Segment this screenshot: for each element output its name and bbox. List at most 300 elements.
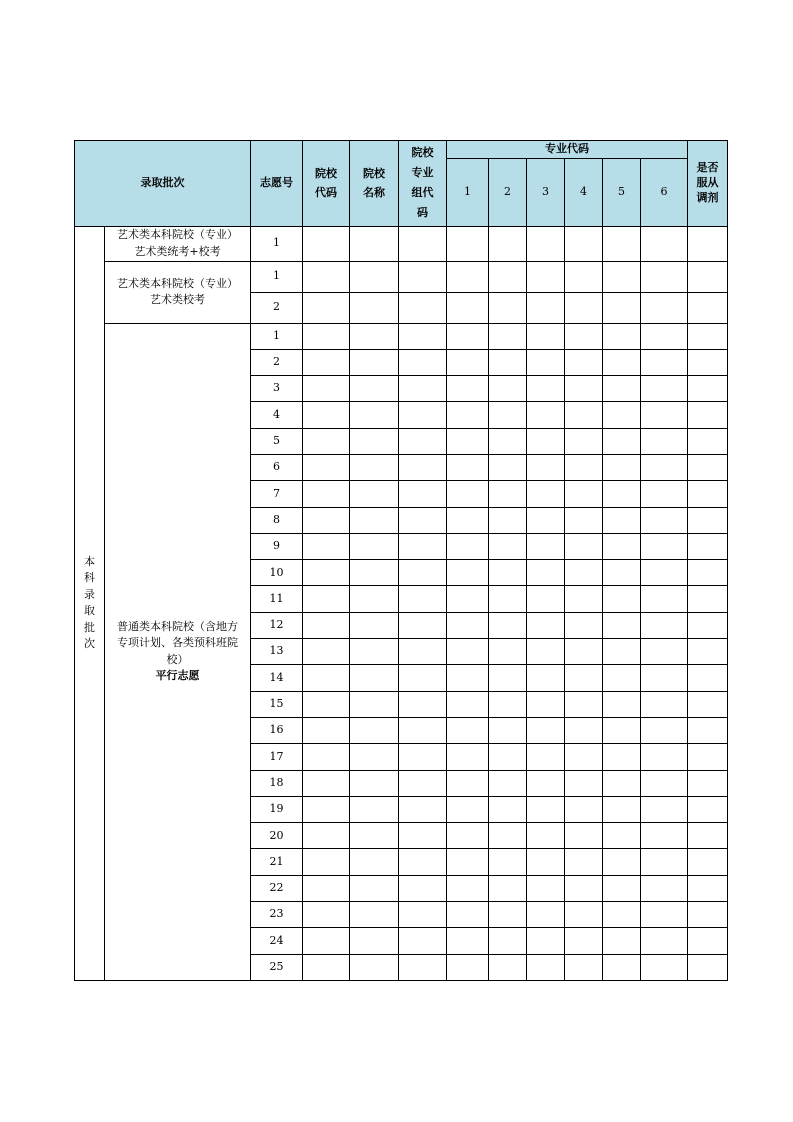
major-4-cell[interactable] <box>565 691 603 717</box>
group-code-cell[interactable] <box>399 323 447 349</box>
major-6-cell[interactable] <box>641 665 688 691</box>
major-3-cell[interactable] <box>527 454 565 480</box>
school-code-cell[interactable] <box>303 954 350 980</box>
major-2-cell[interactable] <box>489 292 527 323</box>
major-2-cell[interactable] <box>489 428 527 454</box>
major-6-cell[interactable] <box>641 796 688 822</box>
major-4-cell[interactable] <box>565 533 603 559</box>
school-name-cell[interactable] <box>350 292 399 323</box>
major-4-cell[interactable] <box>565 226 603 261</box>
school-name-cell[interactable] <box>350 323 399 349</box>
major-3-cell[interactable] <box>527 612 565 638</box>
major-6-cell[interactable] <box>641 481 688 507</box>
major-3-cell[interactable] <box>527 349 565 375</box>
school-code-cell[interactable] <box>303 639 350 665</box>
major-3-cell[interactable] <box>527 744 565 770</box>
group-code-cell[interactable] <box>399 226 447 261</box>
major-2-cell[interactable] <box>489 261 527 292</box>
major-2-cell[interactable] <box>489 875 527 901</box>
major-4-cell[interactable] <box>565 292 603 323</box>
major-1-cell[interactable] <box>447 454 489 480</box>
adjust-cell[interactable] <box>688 796 728 822</box>
major-3-cell[interactable] <box>527 292 565 323</box>
school-code-cell[interactable] <box>303 928 350 954</box>
major-5-cell[interactable] <box>603 612 641 638</box>
school-name-cell[interactable] <box>350 823 399 849</box>
major-6-cell[interactable] <box>641 428 688 454</box>
major-2-cell[interactable] <box>489 226 527 261</box>
major-6-cell[interactable] <box>641 261 688 292</box>
group-code-cell[interactable] <box>399 612 447 638</box>
group-code-cell[interactable] <box>399 928 447 954</box>
major-4-cell[interactable] <box>565 428 603 454</box>
adjust-cell[interactable] <box>688 428 728 454</box>
major-3-cell[interactable] <box>527 507 565 533</box>
major-6-cell[interactable] <box>641 717 688 743</box>
major-3-cell[interactable] <box>527 261 565 292</box>
major-1-cell[interactable] <box>447 691 489 717</box>
major-4-cell[interactable] <box>565 402 603 428</box>
major-1-cell[interactable] <box>447 639 489 665</box>
major-1-cell[interactable] <box>447 507 489 533</box>
header-group-code <box>399 141 447 227</box>
school-name-cell[interactable] <box>350 691 399 717</box>
major-4-cell[interactable] <box>565 770 603 796</box>
major-5-cell[interactable] <box>603 428 641 454</box>
school-code-cell[interactable] <box>303 691 350 717</box>
major-6-cell[interactable] <box>641 823 688 849</box>
major-4-cell[interactable] <box>565 454 603 480</box>
major-5-cell[interactable] <box>603 586 641 612</box>
major-2-cell[interactable] <box>489 454 527 480</box>
major-6-cell[interactable] <box>641 533 688 559</box>
adjust-cell[interactable] <box>688 691 728 717</box>
adjust-cell[interactable] <box>688 770 728 796</box>
major-2-cell[interactable] <box>489 349 527 375</box>
major-6-cell[interactable] <box>641 744 688 770</box>
major-3-cell[interactable] <box>527 717 565 743</box>
adjust-cell[interactable] <box>688 292 728 323</box>
adjust-cell[interactable] <box>688 744 728 770</box>
header-school-code-text: 院校 代码 <box>315 167 337 200</box>
school-code-cell[interactable] <box>303 454 350 480</box>
adjust-cell[interactable] <box>688 875 728 901</box>
major-2-cell[interactable] <box>489 586 527 612</box>
major-6-cell[interactable] <box>641 875 688 901</box>
major-5-cell[interactable] <box>603 349 641 375</box>
major-5-cell[interactable] <box>603 226 641 261</box>
group-code-cell[interactable] <box>399 560 447 586</box>
major-4-cell[interactable] <box>565 323 603 349</box>
major-1-cell[interactable] <box>447 796 489 822</box>
school-code-cell[interactable] <box>303 665 350 691</box>
wish-number: 10 <box>251 560 303 586</box>
group-code-cell[interactable] <box>399 349 447 375</box>
group-code-cell[interactable] <box>399 717 447 743</box>
major-4-cell[interactable] <box>565 665 603 691</box>
school-code-cell[interactable] <box>303 796 350 822</box>
adjust-cell[interactable] <box>688 376 728 402</box>
adjust-cell[interactable] <box>688 849 728 875</box>
adjust-cell[interactable] <box>688 560 728 586</box>
major-6-cell[interactable] <box>641 292 688 323</box>
school-name-cell[interactable] <box>350 612 399 638</box>
major-1-cell[interactable] <box>447 376 489 402</box>
major-5-cell[interactable] <box>603 928 641 954</box>
adjust-cell[interactable] <box>688 507 728 533</box>
major-5-cell[interactable] <box>603 376 641 402</box>
school-code-cell[interactable] <box>303 349 350 375</box>
school-name-cell[interactable] <box>350 428 399 454</box>
major-1-cell[interactable] <box>447 349 489 375</box>
major-5-cell[interactable] <box>603 902 641 928</box>
major-1-cell[interactable] <box>447 261 489 292</box>
major-2-cell[interactable] <box>489 402 527 428</box>
major-2-cell[interactable] <box>489 691 527 717</box>
major-1-cell[interactable] <box>447 226 489 261</box>
school-name-cell[interactable] <box>350 507 399 533</box>
adjust-cell[interactable] <box>688 454 728 480</box>
major-4-cell[interactable] <box>565 954 603 980</box>
header-batch: 录取批次 <box>75 141 251 227</box>
school-name-cell[interactable] <box>350 954 399 980</box>
major-3-cell[interactable] <box>527 796 565 822</box>
major-5-cell[interactable] <box>603 770 641 796</box>
major-1-cell[interactable] <box>447 612 489 638</box>
adjust-cell[interactable] <box>688 226 728 261</box>
school-name-cell[interactable] <box>350 586 399 612</box>
group-code-cell[interactable] <box>399 402 447 428</box>
group-code-cell[interactable] <box>399 292 447 323</box>
school-name-cell[interactable] <box>350 560 399 586</box>
major-4-cell[interactable] <box>565 586 603 612</box>
major-6-cell[interactable] <box>641 770 688 796</box>
major-3-cell[interactable] <box>527 376 565 402</box>
wish-number: 12 <box>251 612 303 638</box>
school-code-cell[interactable] <box>303 292 350 323</box>
group-code-cell[interactable] <box>399 796 447 822</box>
major-5-cell[interactable] <box>603 560 641 586</box>
major-2-cell[interactable] <box>489 612 527 638</box>
major-1-cell[interactable] <box>447 744 489 770</box>
group-code-cell[interactable] <box>399 507 447 533</box>
major-2-cell[interactable] <box>489 770 527 796</box>
school-code-cell[interactable] <box>303 402 350 428</box>
major-1-cell[interactable] <box>447 665 489 691</box>
adjust-cell[interactable] <box>688 481 728 507</box>
major-3-cell[interactable] <box>527 428 565 454</box>
wish-number: 9 <box>251 533 303 559</box>
major-4-cell[interactable] <box>565 507 603 533</box>
major-2-cell[interactable] <box>489 665 527 691</box>
major-6-cell[interactable] <box>641 454 688 480</box>
major-6-cell[interactable] <box>641 612 688 638</box>
group-code-cell[interactable] <box>399 691 447 717</box>
group-code-cell[interactable] <box>399 744 447 770</box>
school-code-cell[interactable] <box>303 481 350 507</box>
wish-number: 1 <box>251 323 303 349</box>
major-6-cell[interactable] <box>641 928 688 954</box>
major-1-cell[interactable] <box>447 875 489 901</box>
major-1-cell[interactable] <box>447 823 489 849</box>
major-2-cell[interactable] <box>489 481 527 507</box>
major-4-cell[interactable] <box>565 261 603 292</box>
school-code-cell[interactable] <box>303 560 350 586</box>
major-3-cell[interactable] <box>527 954 565 980</box>
major-5-cell[interactable] <box>603 875 641 901</box>
major-4-cell[interactable] <box>565 928 603 954</box>
school-code-cell[interactable] <box>303 226 350 261</box>
major-4-cell[interactable] <box>565 349 603 375</box>
major-2-cell[interactable] <box>489 323 527 349</box>
group-code-cell[interactable] <box>399 665 447 691</box>
group-code-cell[interactable] <box>399 376 447 402</box>
major-2-cell[interactable] <box>489 639 527 665</box>
school-name-cell[interactable] <box>350 376 399 402</box>
major-4-cell[interactable] <box>565 612 603 638</box>
group-code-cell[interactable] <box>399 481 447 507</box>
major-5-cell[interactable] <box>603 717 641 743</box>
school-name-cell[interactable] <box>350 639 399 665</box>
major-6-cell[interactable] <box>641 402 688 428</box>
major-6-cell[interactable] <box>641 639 688 665</box>
major-1-cell[interactable] <box>447 954 489 980</box>
major-4-cell[interactable] <box>565 902 603 928</box>
wish-number: 3 <box>251 376 303 402</box>
major-5-cell[interactable] <box>603 744 641 770</box>
major-6-cell[interactable] <box>641 954 688 980</box>
major-3-cell[interactable] <box>527 691 565 717</box>
major-3-cell[interactable] <box>527 823 565 849</box>
major-2-cell[interactable] <box>489 823 527 849</box>
wish-number: 4 <box>251 402 303 428</box>
major-6-cell[interactable] <box>641 226 688 261</box>
major-1-cell[interactable] <box>447 902 489 928</box>
group-code-cell[interactable] <box>399 533 447 559</box>
major-1-cell[interactable] <box>447 717 489 743</box>
major-1-cell[interactable] <box>447 481 489 507</box>
major-5-cell[interactable] <box>603 507 641 533</box>
major-5-cell[interactable] <box>603 796 641 822</box>
major-2-cell[interactable] <box>489 928 527 954</box>
group-code-cell[interactable] <box>399 849 447 875</box>
header-major-col: 2 <box>489 158 527 226</box>
major-3-cell[interactable] <box>527 586 565 612</box>
section-category-line: 艺术类统考+校考 <box>134 244 221 258</box>
major-5-cell[interactable] <box>603 323 641 349</box>
adjust-cell[interactable] <box>688 349 728 375</box>
school-code-cell[interactable] <box>303 849 350 875</box>
major-3-cell[interactable] <box>527 928 565 954</box>
major-4-cell[interactable] <box>565 560 603 586</box>
school-name-cell[interactable] <box>350 665 399 691</box>
adjust-cell[interactable] <box>688 402 728 428</box>
major-2-cell[interactable] <box>489 744 527 770</box>
major-2-cell[interactable] <box>489 560 527 586</box>
group-code-cell[interactable] <box>399 902 447 928</box>
major-3-cell[interactable] <box>527 533 565 559</box>
adjust-cell[interactable] <box>688 954 728 980</box>
adjust-cell[interactable] <box>688 823 728 849</box>
school-name-cell[interactable] <box>350 402 399 428</box>
major-3-cell[interactable] <box>527 481 565 507</box>
header-adjust-text: 是否服从调剂 <box>696 161 719 204</box>
major-3-cell[interactable] <box>527 875 565 901</box>
major-2-cell[interactable] <box>489 507 527 533</box>
major-5-cell[interactable] <box>603 823 641 849</box>
major-5-cell[interactable] <box>603 954 641 980</box>
adjust-cell[interactable] <box>688 612 728 638</box>
major-5-cell[interactable] <box>603 849 641 875</box>
adjust-cell[interactable] <box>688 261 728 292</box>
major-5-cell[interactable] <box>603 454 641 480</box>
major-3-cell[interactable] <box>527 902 565 928</box>
school-code-cell[interactable] <box>303 507 350 533</box>
wish-number: 25 <box>251 954 303 980</box>
school-code-cell[interactable] <box>303 770 350 796</box>
school-name-cell[interactable] <box>350 744 399 770</box>
major-4-cell[interactable] <box>565 481 603 507</box>
header-group-code-text: 院校专业组代码 <box>411 146 434 220</box>
batch-name-cell <box>75 226 105 980</box>
group-code-cell[interactable] <box>399 428 447 454</box>
adjust-cell[interactable] <box>688 902 728 928</box>
major-6-cell[interactable] <box>641 586 688 612</box>
school-name-cell[interactable] <box>350 349 399 375</box>
major-3-cell[interactable] <box>527 665 565 691</box>
major-3-cell[interactable] <box>527 560 565 586</box>
major-1-cell[interactable] <box>447 849 489 875</box>
school-code-cell[interactable] <box>303 612 350 638</box>
major-3-cell[interactable] <box>527 226 565 261</box>
group-code-cell[interactable] <box>399 639 447 665</box>
school-code-cell[interactable] <box>303 586 350 612</box>
major-1-cell[interactable] <box>447 323 489 349</box>
major-6-cell[interactable] <box>641 349 688 375</box>
school-name-cell[interactable] <box>350 770 399 796</box>
major-2-cell[interactable] <box>489 849 527 875</box>
major-6-cell[interactable] <box>641 902 688 928</box>
school-name-cell[interactable] <box>350 875 399 901</box>
major-6-cell[interactable] <box>641 849 688 875</box>
major-2-cell[interactable] <box>489 376 527 402</box>
major-1-cell[interactable] <box>447 292 489 323</box>
group-code-cell[interactable] <box>399 586 447 612</box>
school-name-cell[interactable] <box>350 481 399 507</box>
group-code-cell[interactable] <box>399 823 447 849</box>
major-5-cell[interactable] <box>603 691 641 717</box>
major-4-cell[interactable] <box>565 639 603 665</box>
group-code-cell[interactable] <box>399 954 447 980</box>
major-3-cell[interactable] <box>527 402 565 428</box>
major-2-cell[interactable] <box>489 533 527 559</box>
major-4-cell[interactable] <box>565 744 603 770</box>
school-code-cell[interactable] <box>303 744 350 770</box>
major-1-cell[interactable] <box>447 586 489 612</box>
header-major-col: 3 <box>527 158 565 226</box>
school-name-cell[interactable] <box>350 261 399 292</box>
school-name-cell[interactable] <box>350 928 399 954</box>
section-category-line: 专项计划、各类预科班院 <box>117 636 238 650</box>
group-code-cell[interactable] <box>399 875 447 901</box>
major-5-cell[interactable] <box>603 665 641 691</box>
adjust-cell[interactable] <box>688 665 728 691</box>
school-name-cell[interactable] <box>350 902 399 928</box>
wish-number: 2 <box>251 349 303 375</box>
major-5-cell[interactable] <box>603 639 641 665</box>
major-5-cell[interactable] <box>603 261 641 292</box>
school-code-cell[interactable] <box>303 823 350 849</box>
major-1-cell[interactable] <box>447 428 489 454</box>
school-name-cell[interactable] <box>350 533 399 559</box>
major-6-cell[interactable] <box>641 560 688 586</box>
group-code-cell[interactable] <box>399 454 447 480</box>
major-4-cell[interactable] <box>565 875 603 901</box>
school-code-cell[interactable] <box>303 323 350 349</box>
major-2-cell[interactable] <box>489 717 527 743</box>
major-1-cell[interactable] <box>447 402 489 428</box>
major-1-cell[interactable] <box>447 560 489 586</box>
major-1-cell[interactable] <box>447 533 489 559</box>
major-6-cell[interactable] <box>641 691 688 717</box>
school-name-cell[interactable] <box>350 849 399 875</box>
major-4-cell[interactable] <box>565 849 603 875</box>
major-2-cell[interactable] <box>489 796 527 822</box>
group-code-cell[interactable] <box>399 770 447 796</box>
adjust-cell[interactable] <box>688 928 728 954</box>
adjust-cell[interactable] <box>688 533 728 559</box>
major-2-cell[interactable] <box>489 954 527 980</box>
adjust-cell[interactable] <box>688 323 728 349</box>
major-3-cell[interactable] <box>527 849 565 875</box>
school-code-cell[interactable] <box>303 428 350 454</box>
major-3-cell[interactable] <box>527 770 565 796</box>
major-5-cell[interactable] <box>603 481 641 507</box>
school-name-cell[interactable] <box>350 454 399 480</box>
major-2-cell[interactable] <box>489 902 527 928</box>
school-code-cell[interactable] <box>303 533 350 559</box>
volunteer-form-table <box>74 140 728 981</box>
header-major-col: 5 <box>603 158 641 226</box>
school-code-cell[interactable] <box>303 875 350 901</box>
school-code-cell[interactable] <box>303 902 350 928</box>
major-5-cell[interactable] <box>603 402 641 428</box>
major-6-cell[interactable] <box>641 323 688 349</box>
school-name-cell[interactable] <box>350 717 399 743</box>
major-1-cell[interactable] <box>447 928 489 954</box>
major-4-cell[interactable] <box>565 717 603 743</box>
major-5-cell[interactable] <box>603 292 641 323</box>
school-code-cell[interactable] <box>303 261 350 292</box>
school-name-cell[interactable] <box>350 796 399 822</box>
major-4-cell[interactable] <box>565 823 603 849</box>
school-code-cell[interactable] <box>303 717 350 743</box>
major-4-cell[interactable] <box>565 376 603 402</box>
major-6-cell[interactable] <box>641 507 688 533</box>
major-1-cell[interactable] <box>447 770 489 796</box>
major-3-cell[interactable] <box>527 323 565 349</box>
school-code-cell[interactable] <box>303 376 350 402</box>
adjust-cell[interactable] <box>688 639 728 665</box>
major-3-cell[interactable] <box>527 639 565 665</box>
major-6-cell[interactable] <box>641 376 688 402</box>
group-code-cell[interactable] <box>399 261 447 292</box>
school-name-cell[interactable] <box>350 226 399 261</box>
adjust-cell[interactable] <box>688 586 728 612</box>
major-5-cell[interactable] <box>603 533 641 559</box>
adjust-cell[interactable] <box>688 717 728 743</box>
major-4-cell[interactable] <box>565 796 603 822</box>
